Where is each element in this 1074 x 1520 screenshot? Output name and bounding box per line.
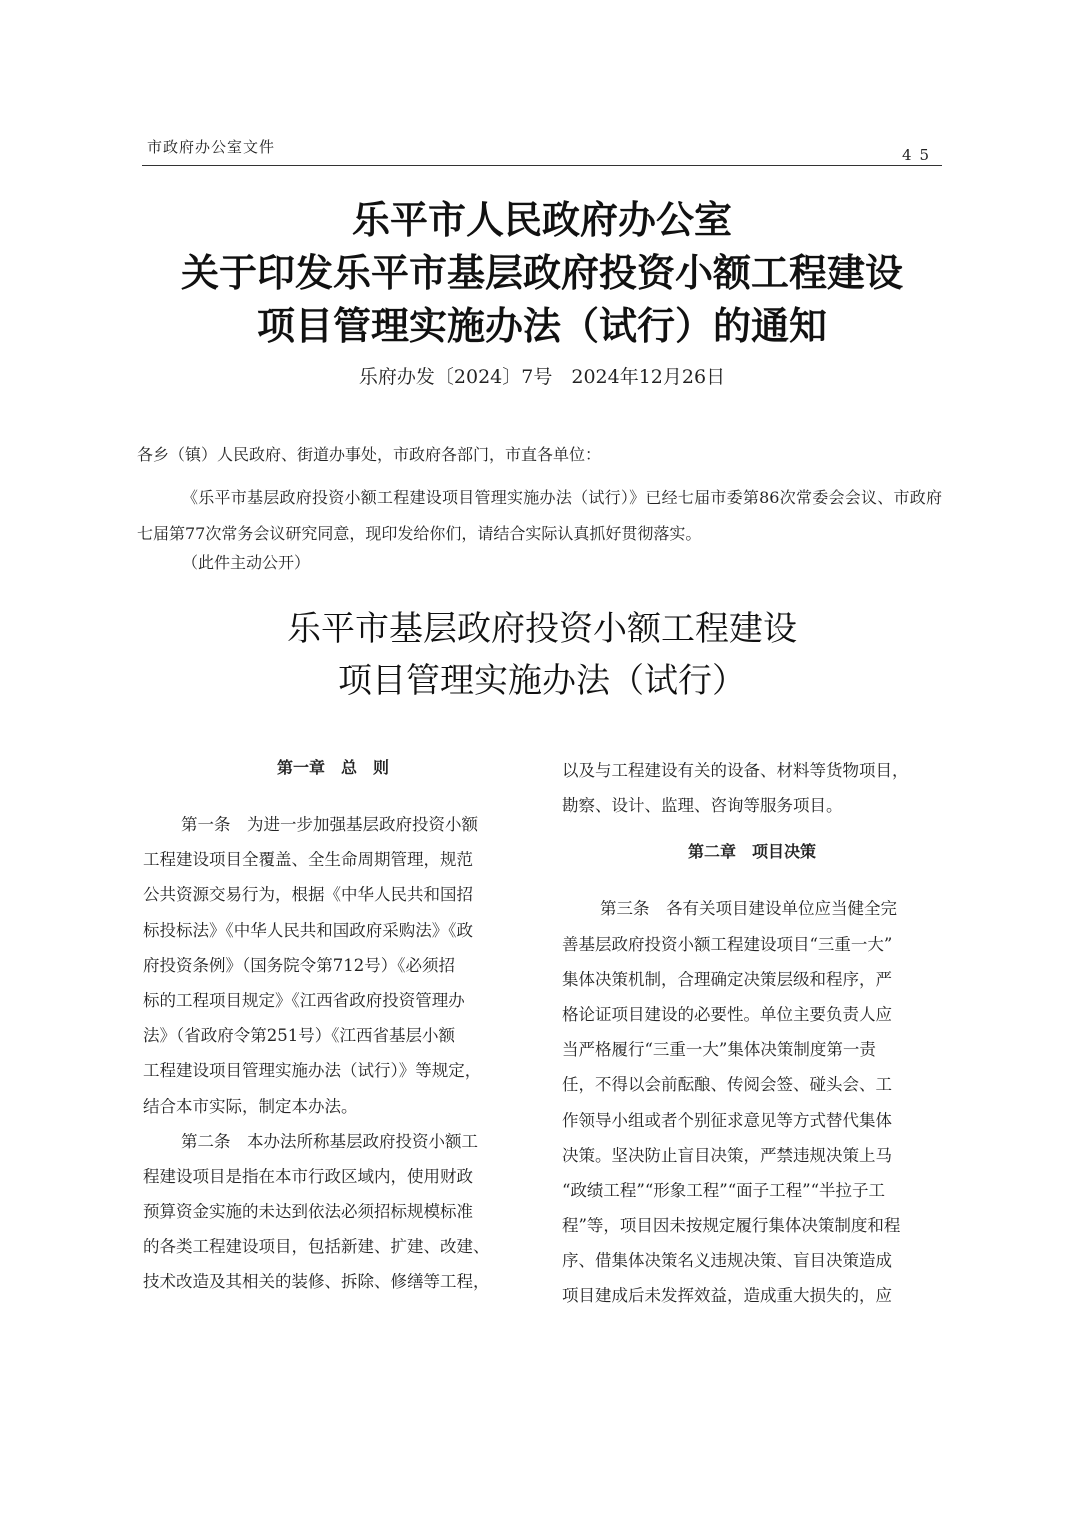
text-line: 程”等，项目因未按规定履行集体决策制度和程: [562, 1216, 901, 1236]
text-line: 序、借集体决策名义违规决策、盲目决策造成: [562, 1251, 892, 1271]
notice-title-line: 乐平市人民政府办公室: [351, 197, 732, 242]
text-line: 标的工程项目规定》《江西省政府投资管理办: [143, 990, 465, 1010]
measures-title-line: 乐平市基层政府投资小额工程建设: [287, 609, 797, 649]
text-line: 公共资源交易行为，根据《中华人民共和国招: [143, 885, 473, 905]
text-line: 以及与工程建设有关的设备、材料等货物项目，: [562, 761, 909, 780]
salutation: 各乡（镇）人民政府、街道办事处，市政府各部门，市直各单位：: [137, 445, 602, 464]
right-column: [562, 753, 942, 1314]
text-line: 技术改造及其相关的装修、拆除、修缮等工程，: [143, 1272, 490, 1292]
text-line: 项目建成后未发挥效益，造成重大损失的，应: [562, 1286, 892, 1306]
text-line: 格论证项目建设的必要性。单位主要负责人应: [562, 1004, 892, 1024]
notice-body: 《乐平市基层政府投资小额工程建设项目管理实施办法（试行）》已经七届市委第86次常委会会议、市政府七届第77次常务会议研究同意，现印发给你们，请结合实际认真抓好贯彻落实。: [137, 488, 942, 543]
text-line: 当严格履行“三重一大”集体决策制度第一责: [562, 1040, 876, 1060]
left-column-text: [143, 807, 523, 1300]
text-line: 集体决策机制，合理确定决策层级和程序，严: [562, 969, 892, 989]
text-line: 法》（省政府令第251号）《江西省基层小额: [143, 1026, 455, 1046]
text-line: 第二条 本办法所称基层政府投资小额工: [181, 1131, 478, 1151]
left-column: [143, 753, 523, 1300]
text-line: 善基层政府投资小额工程建设项目“三重一大”: [562, 934, 893, 954]
notice-title: [137, 193, 947, 352]
notice-title-line: 关于印发乐平市基层政府投资小额工程建设: [180, 250, 903, 295]
text-line: 府投资条例》（国务院令第712号）《必须招: [143, 955, 455, 975]
text-line: 的各类工程建设项目，包括新建、扩建、改建、: [143, 1237, 490, 1257]
notice-title-line: 项目管理实施办法（试行）的通知: [256, 303, 827, 348]
text-line: 作领导小组或者个别征求意见等方式替代集体: [562, 1110, 892, 1130]
right-column-continuation: [562, 753, 942, 823]
text-line: 工程建设项目管理实施办法（试行）》等规定，: [143, 1061, 482, 1081]
text-line: 程建设项目是指在本市行政区域内，使用财政: [143, 1166, 473, 1186]
running-header: 市政府办公室文件: [147, 138, 276, 156]
text-line: 第三条 各有关项目建设单位应当健全完: [600, 899, 897, 919]
text-line: 结合本市实际，制定本办法。: [143, 1096, 358, 1116]
text-line: 任，不得以会前酝酿、传阅会签、碰头会、工: [562, 1075, 892, 1095]
header-rule: [142, 165, 942, 166]
right-column-text: [562, 891, 942, 1313]
page-number: 45: [902, 146, 938, 164]
measures-title: [137, 603, 947, 707]
text-line: 第一条 为进一步加强基层政府投资小额: [181, 815, 478, 834]
chapter-heading: 第二章 项目决策: [687, 842, 816, 862]
text-line: “政绩工程”“形象工程”“面子工程”“半拉子工: [562, 1180, 886, 1200]
document-number: 乐府办发〔2024〕7号 2024年12月26日: [358, 366, 726, 388]
measures-title-line: 项目管理实施办法（试行）: [338, 661, 746, 701]
public-note: （此件主动公开）: [182, 553, 311, 572]
chapter-heading: 第一章 总 则: [276, 758, 389, 777]
text-line: 决策。坚决防止盲目决策，严禁违规决策上马: [562, 1145, 892, 1165]
text-line: 勘察、设计、监理、咨询等服务项目。: [562, 796, 843, 816]
text-line: 工程建设项目全覆盖、全生命周期管理，规范: [143, 850, 473, 870]
text-line: 预算资金实施的未达到依法必须招标规模标准: [143, 1202, 473, 1222]
text-line: 标投标法》《中华人民共和国政府采购法》《政: [143, 920, 473, 940]
